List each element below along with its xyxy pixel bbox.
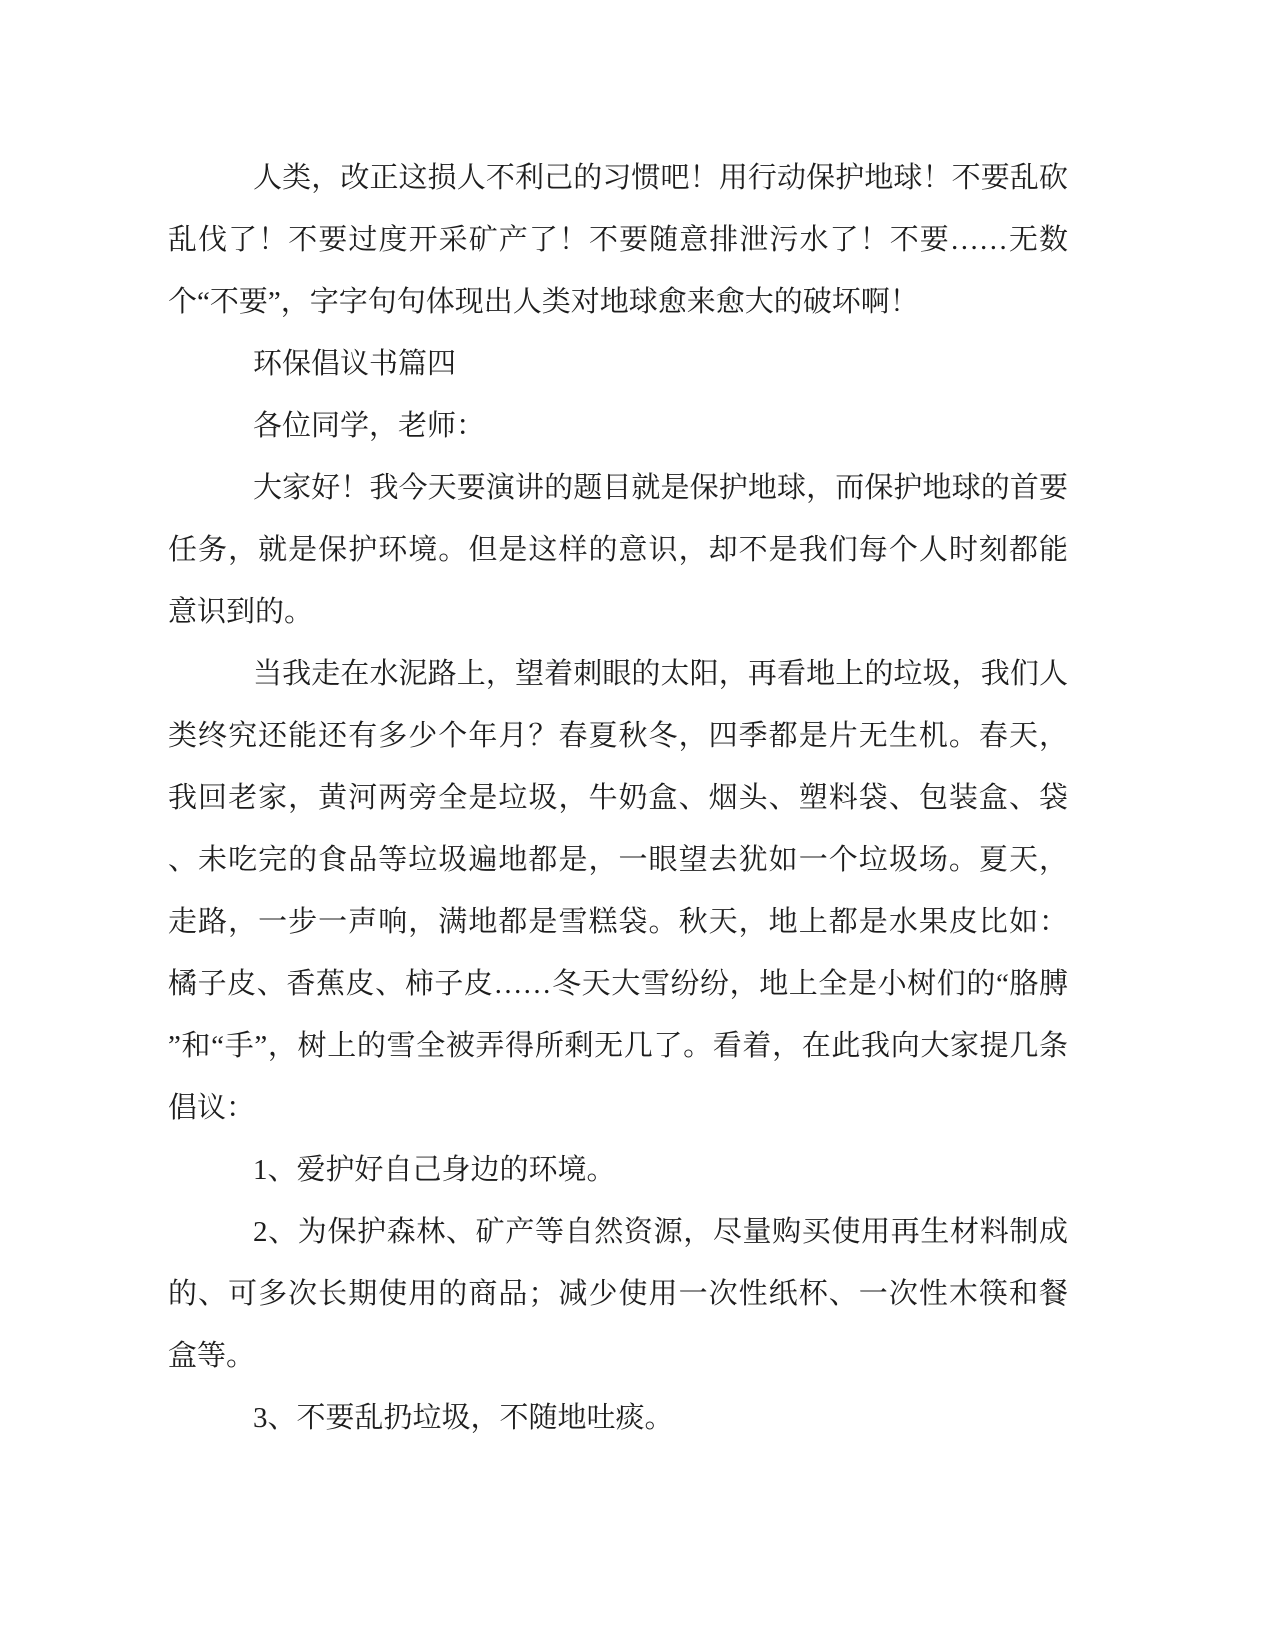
document-text-block [168,147,1068,1449]
text-line: 的、可多次长期使用的商品；减少使用一次性纸杯、一次性木筷和餐 [168,1278,1068,1310]
text-line: 个“不要”，字字句句体现出人类对地球愈来愈大的破坏啊！ [168,286,919,318]
text-line: 2、为保护森林、矿产等自然资源，尽量购买使用再生材料制成 [253,1216,1068,1248]
text-line: 倡议： [168,1092,256,1124]
text-line: 任务，就是保护环境。但是这样的意识，却不是我们每个人时刻都能 [168,534,1068,566]
text-line: 盒等。 [168,1340,256,1372]
text-line: 环保倡议书篇四 [253,348,457,380]
text-line: 走路，一步一声响，满地都是雪糕袋。秋天，地上都是水果皮比如： [168,906,1068,938]
text-line: ”和“手”，树上的雪全被弄得所剩无几了。看着，在此我向大家提几条 [168,1030,1068,1062]
text-line: 橘子皮、香蕉皮、柿子皮……冬天大雪纷纷，地上全是小树们的“胳膊 [168,968,1068,1000]
text-line: 当我走在水泥路上，望着刺眼的太阳，再看地上的垃圾，我们人 [253,658,1068,690]
text-line: 大家好！我今天要演讲的题目就是保护地球，而保护地球的首要 [253,472,1068,504]
text-line: 各位同学，老师： [253,410,486,442]
text-line: 意识到的。 [168,596,314,628]
text-line: 、未吃完的食品等垃圾遍地都是，一眼望去犹如一个垃圾场。夏天， [168,844,1068,876]
text-line: 人类，改正这损人不利己的习惯吧！用行动保护地球！不要乱砍 [253,162,1068,194]
text-line: 类终究还能还有多少个年月？春夏秋冬，四季都是片无生机。春天， [168,720,1068,752]
text-line: 乱伐了！不要过度开采矿产了！不要随意排泄污水了！不要……无数 [168,224,1068,256]
text-line: 我回老家，黄河两旁全是垃圾，牛奶盒、烟头、塑料袋、包装盒、袋 [168,782,1068,814]
text-line: 1、爱护好自己身边的环境。 [253,1154,616,1186]
text-line: 3、不要乱扔垃圾，不随地吐痰。 [253,1402,674,1434]
